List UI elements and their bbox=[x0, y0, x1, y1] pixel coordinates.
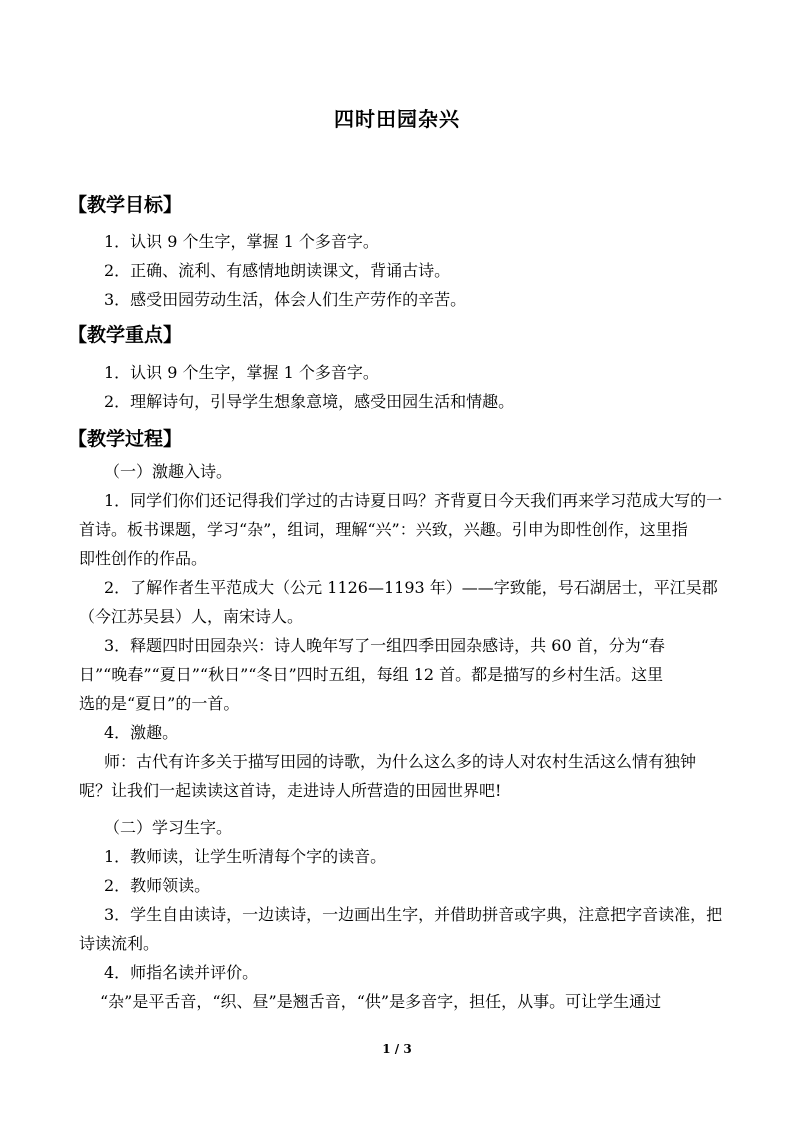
section-2-item-4: 4．师指名读并评价。 bbox=[104, 963, 259, 982]
paragraph-2-line-1: 2．了解作者生平范成大（公元 1126—1193 年）——字致能，号石湖居士，平江吴郡 bbox=[104, 578, 718, 597]
paragraph-1-line-3: 即性创作的作品。 bbox=[79, 549, 208, 568]
paragraph-2-line-2: （今江苏吴县）人，南宋诗人。 bbox=[79, 607, 304, 626]
paragraph-5-line-1: 师：古代有许多关于描写田园的诗歌，为什么这么多的诗人对农村生活这么情有独钟 bbox=[104, 752, 697, 771]
section-1-title: （一）激趣入诗。 bbox=[104, 462, 233, 481]
paragraph-3-line-1: 3．释题四时田园杂兴：诗人晚年写了一组四季田园杂感诗，共 60 首，分为“春 bbox=[104, 636, 665, 655]
objective-item-3: 3．感受田园劳动生活，体会人们生产劳作的辛苦。 bbox=[104, 290, 467, 309]
paragraph-1-line-1: 1．同学们你们还记得我们学过的古诗夏日吗？齐背夏日今天我们再来学习范成大写的一 bbox=[104, 491, 723, 510]
objective-item-2: 2．正确、流利、有感情地朗读课文，背诵古诗。 bbox=[104, 261, 451, 280]
section-2-item-1: 1．教师读，让学生听清每个字的读音。 bbox=[104, 847, 387, 866]
paragraph-3-line-3: 选的是“夏日”的一首。 bbox=[79, 694, 240, 713]
paragraph-1-line-2: 首诗。板书课题，学习“杂”，组词，理解“兴”：兴致，兴趣。引申为即性创作，这里指 bbox=[79, 520, 688, 539]
key-points-heading: 【教学重点】 bbox=[68, 324, 183, 346]
objective-item-1: 1．认识 9 个生字，掌握 1 个多音字。 bbox=[104, 232, 379, 251]
process-heading: 【教学过程】 bbox=[68, 428, 183, 450]
section-2-item-2: 2．教师领读。 bbox=[104, 876, 211, 895]
paragraph-3-line-2: 日”“晚春”“夏日”“秋日”“冬日”四时五组，每组 12 首。都是描写的乡村生活。这里 bbox=[79, 665, 664, 684]
page-number: 1 / 3 bbox=[382, 1042, 412, 1056]
key-point-item-2: 2．理解诗句，引导学生想象意境，感受田园生活和情趣。 bbox=[104, 392, 515, 411]
section-2-title: （二）学习生字。 bbox=[104, 818, 233, 837]
objectives-heading: 【教学目标】 bbox=[68, 194, 183, 216]
section-2-item-3-line-1: 3．学生自由读诗，一边读诗，一边画出生字，并借助拼音或字典，注意把字音读准，把 bbox=[104, 905, 723, 924]
paragraph-4: 4．激趣。 bbox=[104, 723, 179, 742]
key-point-item-1: 1．认识 9 个生字，掌握 1 个多音字。 bbox=[104, 363, 379, 382]
paragraph-5-line-2: 呢？让我们一起读读这首诗，走进诗人所营造的田园世界吧! bbox=[79, 781, 502, 800]
document-title: 四时田园杂兴 bbox=[334, 107, 460, 131]
section-2-item-3-line-2: 诗读流利。 bbox=[79, 934, 160, 953]
section-2-item-5: “杂”是平舌音，“织、昼”是翘舌音，“供”是多音字，担任，从事。可让学生通过 bbox=[100, 992, 662, 1011]
